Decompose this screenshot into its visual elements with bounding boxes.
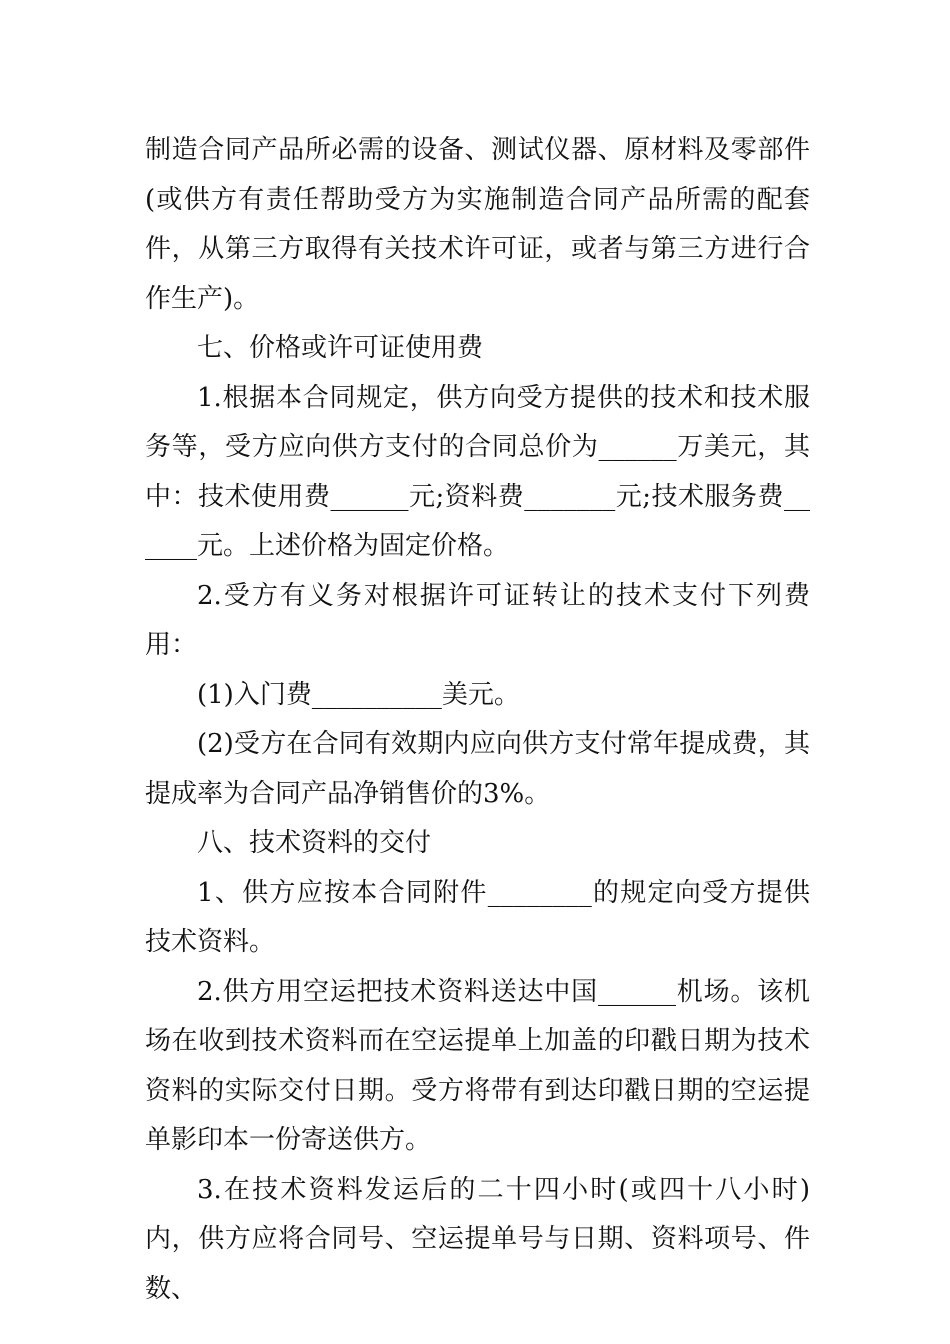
paragraph-entry-fee: (1)入门费__________美元。 xyxy=(197,679,520,710)
paragraph-delivery-2: 2.供方用空运把技术资料送达中国______机场。该机场在收到技术资料而在空运提单上加盖的印戳日期为技术资料的实际交付日期。受方将带有到达印戳日期的空运提单影印本一份寄送供方。 xyxy=(145,976,810,1155)
paragraph-total-price: 1.根据本合同规定，供方向受方提供的技术和技术服务等，受方应向供方支付的合同总价为______万美元，其中：技术使用费______元;资料费_______元;技术服务费______元。上述价格为固定价格。 xyxy=(145,382,810,561)
paragraph-delivery-1: 1、供方应按本合同附件________的规定向受方提供技术资料。 xyxy=(145,877,810,957)
paragraph-royalty: (2)受方在合同有效期内应向供方支付常年提成费，其提成率为合同产品净销售价的3%。 xyxy=(145,729,810,809)
section-heading-price: 七、价格或许可证使用费 xyxy=(197,333,484,363)
document-body xyxy=(145,126,810,1314)
paragraph-delivery-3: 3.在技术资料发运后的二十四小时(或四十八小时)内，供方应将合同号、空运提单号与日期、资料项号、件数、 xyxy=(145,1174,810,1304)
paragraph-fee-obligation: 2.受方有义务对根据许可证转让的技术支付下列费用： xyxy=(145,580,810,660)
paragraph-continuation: 制造合同产品所必需的设备、测试仪器、原材料及零部件(或供方有责任帮助受方为实施制造合同产品所需的配套件，从第三方取得有关技术许可证，或者与第三方进行合作生产)。 xyxy=(145,135,810,314)
section-heading-delivery: 八、技术资料的交付 xyxy=(197,828,432,858)
